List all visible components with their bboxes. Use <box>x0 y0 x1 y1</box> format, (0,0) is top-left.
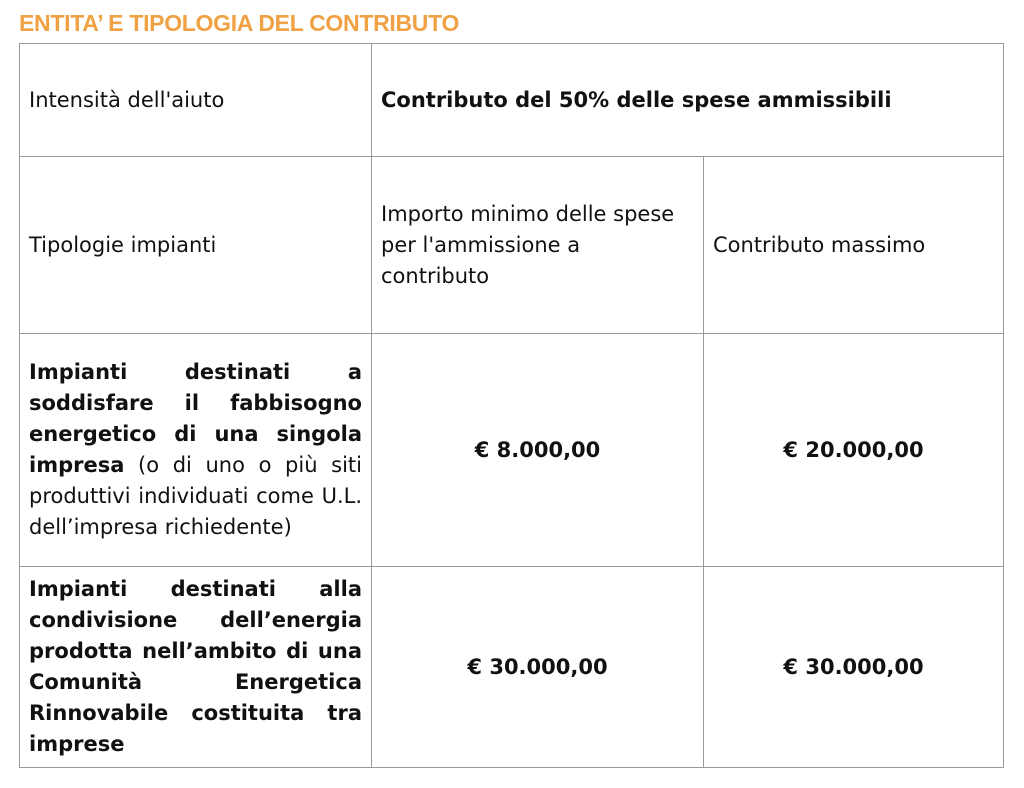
intensity-label: Intensità dell'aiuto <box>20 44 372 157</box>
row-description <box>20 567 372 768</box>
contribution-table <box>19 43 1004 768</box>
table-row <box>20 334 1004 567</box>
row-description <box>20 334 372 567</box>
row-min-amount: € 30.000,00 <box>372 567 704 768</box>
section-title: ENTITA’ E TIPOLOGIA DEL CONTRIBUTO <box>19 10 460 36</box>
table-row <box>20 567 1004 768</box>
intensity-value: Contributo del 50% delle spese ammissibili <box>372 44 1004 157</box>
row-max-contribution: € 20.000,00 <box>704 334 1004 567</box>
header-max-contribution: Contributo massimo <box>704 157 1004 334</box>
row-min-amount: € 8.000,00 <box>372 334 704 567</box>
row-max-contribution: € 30.000,00 <box>704 567 1004 768</box>
table-row-intensity <box>20 44 1004 157</box>
table-header-row <box>20 157 1004 334</box>
header-min-amount: Importo minimo delle spese per l'ammissione a contributo <box>372 157 704 334</box>
header-plant-types: Tipologie impianti <box>20 157 372 334</box>
row-description-rest: (o di uno o più siti produttivi individuati come U.L. dell’impresa richiedente) <box>29 453 362 539</box>
row-description-bold: Impianti destinati a soddisfare il fabbisogno energetico di una singola impresa <box>29 360 362 477</box>
row-description-bold: Impianti destinati alla condivisione dell’energia prodotta nell’ambito di una Comunità Energetica Rinnovabile costituita tra imprese <box>29 577 362 756</box>
